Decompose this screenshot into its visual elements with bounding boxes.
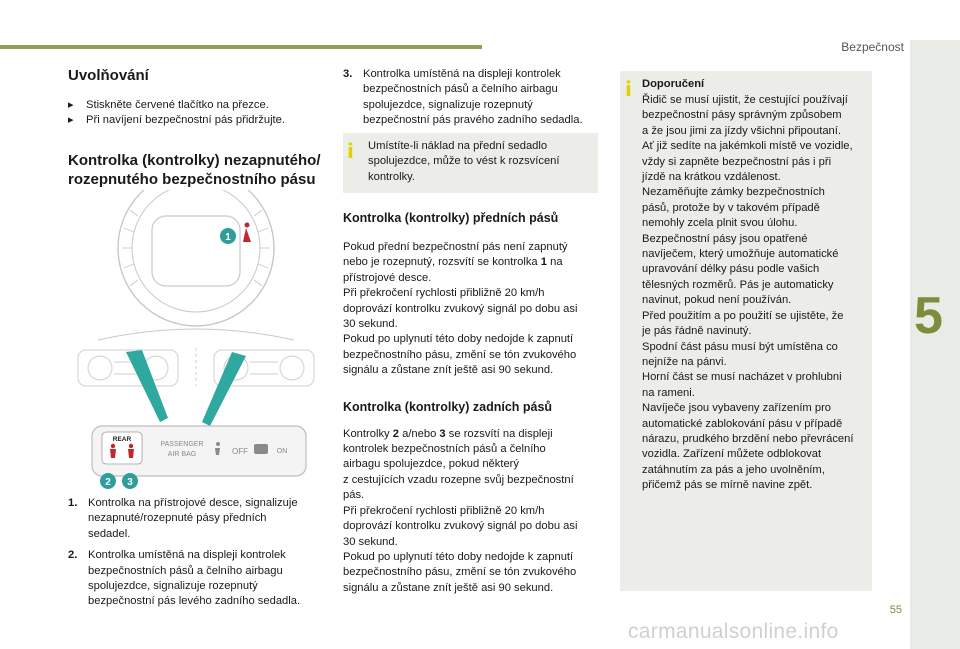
recommendation-box — [620, 71, 872, 591]
instrument-cluster — [98, 190, 294, 340]
top-accent-bar — [0, 45, 482, 49]
legend-list — [68, 496, 330, 610]
release-title: Uvolňování — [68, 67, 149, 84]
text-run: Kontrolky — [343, 427, 393, 440]
front-belts-heading: Kontrolka (kontrolky) předních pásů — [343, 211, 559, 225]
panel-passenger-label: PASSENGER — [160, 441, 204, 448]
list-item — [68, 548, 330, 610]
item-text: Kontrolka umístěná na displeji kontrolek bezpečnostních pásů a čelního airbagu spolujezdce, signalizuje rozepnutý bezpečnostní pás levého zadního sedadla. — [88, 549, 301, 608]
info-icon: i — [625, 77, 632, 101]
bullet-arrow-icon: ▸ — [68, 114, 74, 127]
rear-belts-text — [343, 427, 605, 596]
panel-rear-label: REAR — [112, 436, 132, 443]
dashboard-illustration — [68, 190, 324, 490]
text-run: a/nebo — [398, 427, 440, 440]
recommendation-text: Řidič se musí ujistit, že cestující používají bezpečnostní pásy správným způsobem a že jsou jimi za jízdy všichni připoutaní. Ať již sedíte na jakémkoli místě ve vozidle, vždy si zapněte bezpečnostní pás i při jízdě na krátkou vzdálenost. Nezaměňujte zámky bezpečnostních pásů, protože by v takovém případě nemohly zcela plnit svou úlohu. Bezpečnostní pásy jsou opatřené navíječem, který umožňuje automatické upravování délky pásu podle vašich tělesných rozměrů. Pás je automaticky navinut, pokud není používán. Před použitím a po použití se ujistěte, že je pás řádně navinutý. Spodní část pásu musí být umístěna co nejníže na pánvi. Horní část se musí nacházet v prohlubni na rameni. Navíječe jsou vybaveny zařízením pro automatické zablokování pásu v případě nárazu, prudkého brzdění nebo převrácení vozidla. Zařízení můžete odblokovat zatáhnutím za pás a jeho uvolněním, přičemž pás se mírně navine zpět. — [642, 94, 854, 492]
list-item — [68, 98, 330, 113]
panel-on-label: ON — [276, 448, 288, 455]
dashboard-vents — [78, 348, 314, 386]
load-note-box — [343, 133, 598, 193]
text-run: na přístrojové desce. Při překročení rychlosti přibližně 20 km/h doprovází kontrolku zvukový signál po dobu asi 30 sekund. Pokud po uplynutí této doby nedojde k zapnutí bezpečnostního pásu, změní se tón zvukového signálu a zůstane znít ještě asi 90 sekund. — [343, 256, 578, 377]
front-belts-text — [343, 240, 605, 379]
left-column — [68, 66, 330, 189]
watermark: carmanualsonline.info — [628, 620, 839, 643]
panel-airbag-label: AIR BAG — [167, 451, 197, 458]
lamp-ref: 3 — [439, 427, 446, 440]
item-text: Kontrolka na přístrojové desce, signalizuje nezapnuté/rozepnuté pásy předních sedadel. — [88, 497, 298, 540]
release-bullets — [68, 98, 330, 129]
page-number: 55 — [889, 604, 902, 616]
list-item — [68, 496, 330, 542]
callout-3-label: 3 — [127, 477, 133, 488]
middle-column-body — [343, 210, 605, 596]
item-number: 2. — [68, 549, 78, 562]
rear-belts-heading: Kontrolka (kontrolky) zadních pásů — [343, 399, 553, 414]
warning-lamp-heading: Kontrolka (kontrolky) nezapnutého/ rozepnutého bezpečnostního pásu — [68, 151, 321, 188]
item-number: 3. — [343, 68, 353, 80]
callout-2-label: 2 — [105, 477, 111, 488]
middle-column-top — [343, 67, 605, 129]
text-run: Pokud přední bezpečnostní pás není zapnutý nebo je rozepnutý, rozsvítí se kontrolka — [343, 241, 568, 269]
pointer-arrow-right — [202, 352, 246, 426]
bullet-arrow-icon: ▸ — [68, 99, 74, 111]
airbag-on-indicator-icon — [254, 444, 268, 454]
seatbelt-airbag-panel — [92, 426, 306, 476]
item-number: 1. — [68, 497, 78, 509]
lamp-ref: 2 — [392, 427, 399, 440]
seatbelt-warning-figure — [68, 190, 324, 490]
panel-off-label: OFF — [232, 447, 248, 456]
list-item — [343, 67, 605, 129]
section-title: Bezpečnost — [841, 40, 904, 54]
callout-1-label: 1 — [225, 232, 231, 243]
list-item-text: Při navíjení bezpečnostní pás přidržujte. — [86, 114, 285, 127]
list-item-text: Stiskněte červené tlačítko na přezce. — [86, 99, 269, 111]
lamp-ref: 1 — [540, 256, 547, 269]
front-belt-warning-lamp-icon — [243, 223, 251, 243]
recommendation-title: Doporučení — [642, 78, 705, 90]
text-run: se rozsvítí na displeji kontrolek bezpečnostních pásů a čelního airbagu spolujezdce, pokud některý z cestujících vzadu rozepne svůj bezpečnostní pás. Při překročení rychlosti přibližně 20 km/h doprovází kontrolku zvukový signál po dobu asi 30 sekund. Pokud po uplynutí této doby nedojde k zapnutí bezpečnostního pásu, změní se tón zvukového signálu a zůstane znít ještě asi 90 sekund. — [343, 427, 578, 594]
load-note-text: Umístíte-li náklad na přední sedadlo spolujezdce, může to vést k rozsvícení kontrolky. — [368, 140, 560, 183]
item-text: Kontrolka umístěná na displeji kontrolek bezpečnostních pásů a čelního airbagu spolujezdce, signalizuje rozepnutý bezpečnostní pás pravého zadního sedadla. — [363, 68, 583, 127]
list-item — [68, 113, 330, 128]
info-icon: i — [347, 139, 354, 163]
chapter-number: 5 — [914, 287, 943, 345]
